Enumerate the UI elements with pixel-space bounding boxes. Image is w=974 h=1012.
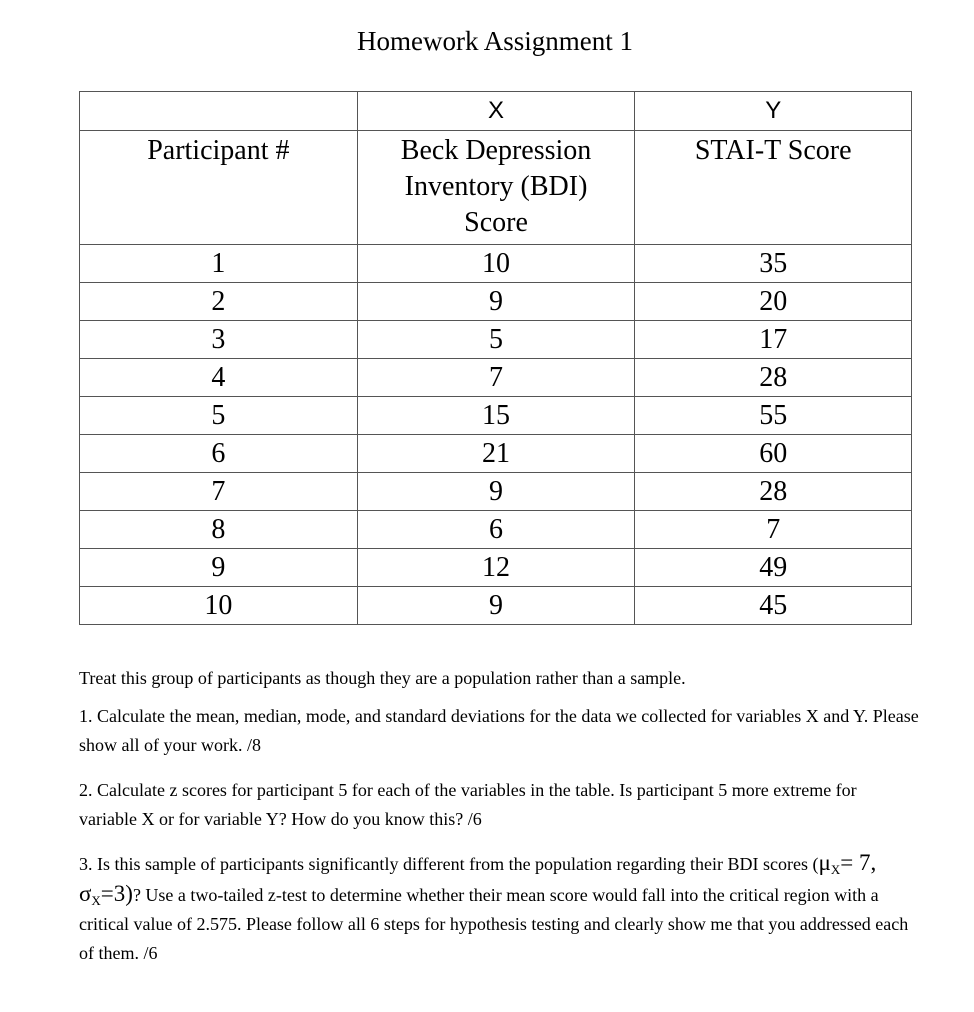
- instructions: [79, 664, 919, 968]
- y-value-cell: 17: [635, 321, 912, 359]
- x-value-cell: 6: [357, 511, 635, 549]
- participant-cell: 1: [80, 245, 358, 283]
- variable-label-row: [80, 92, 912, 131]
- y-value-cell: 45: [635, 587, 912, 625]
- table-row: [80, 435, 912, 473]
- question-1: 1. Calculate the mean, median, mode, and standard deviations for the data we collected for variables X and Y. Please show all of your work. /8: [79, 706, 919, 755]
- x-value-cell: 15: [357, 397, 635, 435]
- table-row: [80, 587, 912, 625]
- participant-cell: 10: [80, 587, 358, 625]
- y-value-cell: 55: [635, 397, 912, 435]
- x-value-cell: 21: [357, 435, 635, 473]
- x-value-cell: 9: [357, 473, 635, 511]
- y-value-cell: 35: [635, 245, 912, 283]
- participant-cell: 9: [80, 549, 358, 587]
- participant-cell: 2: [80, 283, 358, 321]
- sigma-value: =3): [100, 881, 133, 906]
- x-value-cell: 12: [357, 549, 635, 587]
- x-value-cell: 9: [357, 587, 635, 625]
- participant-cell: 4: [80, 359, 358, 397]
- y-value-cell: 28: [635, 473, 912, 511]
- intro-text: Treat this group of participants as though they are a population rather than a sample.: [79, 668, 686, 688]
- table-row: [80, 511, 912, 549]
- variable-label-blank: [80, 92, 358, 131]
- y-value-cell: 20: [635, 283, 912, 321]
- table-row: [80, 321, 912, 359]
- participant-header: Participant #: [80, 131, 358, 245]
- table-row: [80, 397, 912, 435]
- participant-cell: 8: [80, 511, 358, 549]
- table-row: [80, 473, 912, 511]
- y-value-cell: 60: [635, 435, 912, 473]
- x-value-cell: 9: [357, 283, 635, 321]
- participant-cell: 5: [80, 397, 358, 435]
- bdi-header: Beck Depression Inventory (BDI) Score: [357, 131, 635, 245]
- mu-subscript: X: [830, 862, 841, 877]
- x-value-cell: 7: [357, 359, 635, 397]
- question-3-lead: 3. Is this sample of participants significantly different from the population regarding their BDI scores (: [79, 854, 819, 874]
- data-table: [79, 91, 912, 625]
- table-row: [80, 549, 912, 587]
- participant-cell: 7: [80, 473, 358, 511]
- variable-label-y: Y: [635, 92, 912, 131]
- participant-cell: 6: [80, 435, 358, 473]
- question-2: 2. Calculate z scores for participant 5 for each of the variables in the table. Is participant 5 more extreme for variable X or for variable Y? How do you know this? /6: [79, 780, 857, 829]
- y-value-cell: 7: [635, 511, 912, 549]
- mu-symbol: μ: [818, 850, 831, 875]
- x-value-cell: 5: [357, 321, 635, 359]
- table-row: [80, 245, 912, 283]
- question-3-rest: ? Use a two-tailed z-test to determine whether their mean score would fall into the critical region with a critical value of 2.575. Please follow all 6 steps for hypothesis testing and clearly show me that you addressed each of them. /6: [79, 885, 909, 963]
- mu-value: = 7,: [840, 850, 877, 875]
- document-title: Homework Assignment 1: [357, 26, 633, 56]
- column-header-row: [80, 131, 912, 245]
- y-value-cell: 28: [635, 359, 912, 397]
- stai-header: STAI-T Score: [635, 131, 912, 245]
- sigma-symbol: σ: [79, 881, 92, 906]
- participant-cell: 3: [80, 321, 358, 359]
- question-3: [79, 848, 919, 968]
- sigma-subscript: X: [91, 893, 101, 908]
- table-row: [80, 359, 912, 397]
- table-row: [80, 283, 912, 321]
- y-value-cell: 49: [635, 549, 912, 587]
- variable-label-x: X: [357, 92, 635, 131]
- x-value-cell: 10: [357, 245, 635, 283]
